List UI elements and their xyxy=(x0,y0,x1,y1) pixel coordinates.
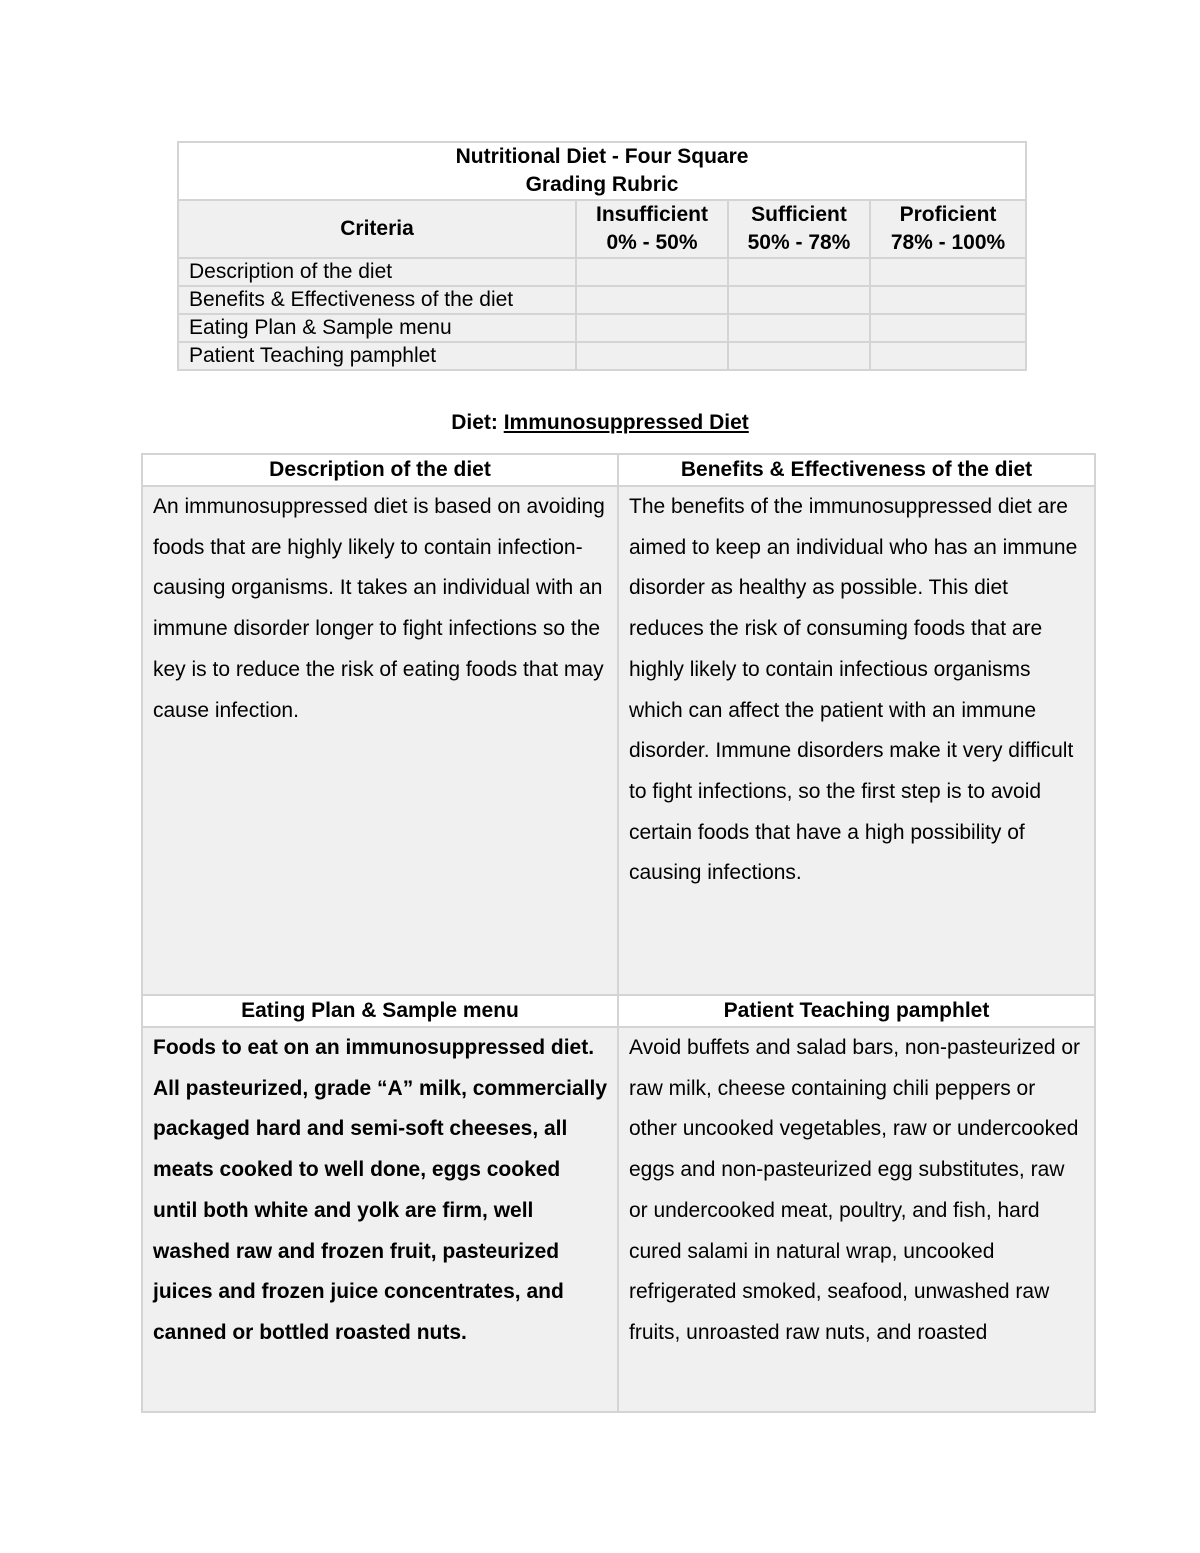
rubric-row xyxy=(178,314,1026,342)
rubric-row xyxy=(178,286,1026,314)
four-square-table xyxy=(141,453,1096,1413)
rubric-criterion: Description of the diet xyxy=(178,258,576,286)
proficient-range: 78% - 100% xyxy=(890,231,1006,254)
rubric-score-cell xyxy=(870,258,1026,286)
rubric-score-cell xyxy=(870,286,1026,314)
rubric-score-cell xyxy=(728,286,870,314)
rubric-criterion: Patient Teaching pamphlet xyxy=(178,342,576,370)
rubric-header-sufficient xyxy=(728,200,870,258)
rubric-score-cell xyxy=(576,342,728,370)
rubric-title-line2: Grading Rubric xyxy=(525,173,679,196)
rubric-score-cell xyxy=(576,314,728,342)
diet-prefix: Diet: xyxy=(451,411,504,434)
rubric-criterion: Benefits & Effectiveness of the diet xyxy=(178,286,576,314)
eating-plan-heading: Eating Plan & Sample menu xyxy=(142,995,618,1027)
proficient-label: Proficient xyxy=(899,203,997,226)
rubric-row xyxy=(178,258,1026,286)
rubric-header-criteria xyxy=(178,200,576,258)
rubric-header-proficient xyxy=(870,200,1026,258)
rubric-row xyxy=(178,342,1026,370)
eating-plan-body: Foods to eat on an immunosuppressed diet. All pasteurized, grade “A” milk, commercially packaged hard and semi-soft cheeses, all meats cooked to well done, eggs cooked until both white and yolk are firm, well washed raw and frozen fruit, pasteurized juices and frozen juice concentrates, and canned or bottled roasted nuts. xyxy=(142,1027,618,1412)
insufficient-label: Insufficient xyxy=(595,203,708,226)
diet-heading xyxy=(0,408,1200,438)
rubric-score-cell xyxy=(870,342,1026,370)
rubric-score-cell xyxy=(870,314,1026,342)
rubric-criterion: Eating Plan & Sample menu xyxy=(178,314,576,342)
rubric-score-cell xyxy=(728,342,870,370)
description-heading: Description of the diet xyxy=(142,454,618,486)
rubric-score-cell xyxy=(576,258,728,286)
benefits-body: The benefits of the immunosuppressed diet are aimed to keep an individual who has an immune disorder as healthy as possible. This diet reduces the risk of consuming foods that are highly likely to contain infectious organisms which can affect the patient with an immune disorder. Immune disorders make it very difficult to fight infections, so the first step is to avoid certain foods that have a high possibility of causing infections. xyxy=(618,486,1095,995)
insufficient-range: 0% - 50% xyxy=(606,231,698,254)
benefits-heading: Benefits & Effectiveness of the diet xyxy=(618,454,1095,486)
sufficient-range: 50% - 78% xyxy=(747,231,851,254)
criteria-label: Criteria xyxy=(340,217,414,240)
pamphlet-body: Avoid buffets and salad bars, non-pasteurized or raw milk, cheese containing chili peppers or other uncooked vegetables, raw or undercooked eggs and non-pasteurized egg substitutes, raw or undercooked meat, poultry, and fish, hard cured salami in natural wrap, uncooked refrigerated smoked, seafood, unwashed raw fruits, unroasted raw nuts, and roasted xyxy=(618,1027,1095,1412)
sufficient-label: Sufficient xyxy=(751,203,847,226)
rubric-title xyxy=(178,142,1026,200)
grading-rubric-table xyxy=(177,141,1027,371)
description-body: An immunosuppressed diet is based on avoiding foods that are highly likely to contain infection-causing organisms. It takes an individual with an immune disorder longer to fight infections so the key is to reduce the risk of eating foods that may cause infection. xyxy=(142,486,618,995)
diet-name: Immunosuppressed Diet xyxy=(503,411,749,434)
rubric-header-insufficient xyxy=(576,200,728,258)
pamphlet-heading: Patient Teaching pamphlet xyxy=(618,995,1095,1027)
rubric-score-cell xyxy=(576,286,728,314)
rubric-score-cell xyxy=(728,258,870,286)
rubric-score-cell xyxy=(728,314,870,342)
rubric-title-line1: Nutritional Diet - Four Square xyxy=(455,145,749,168)
